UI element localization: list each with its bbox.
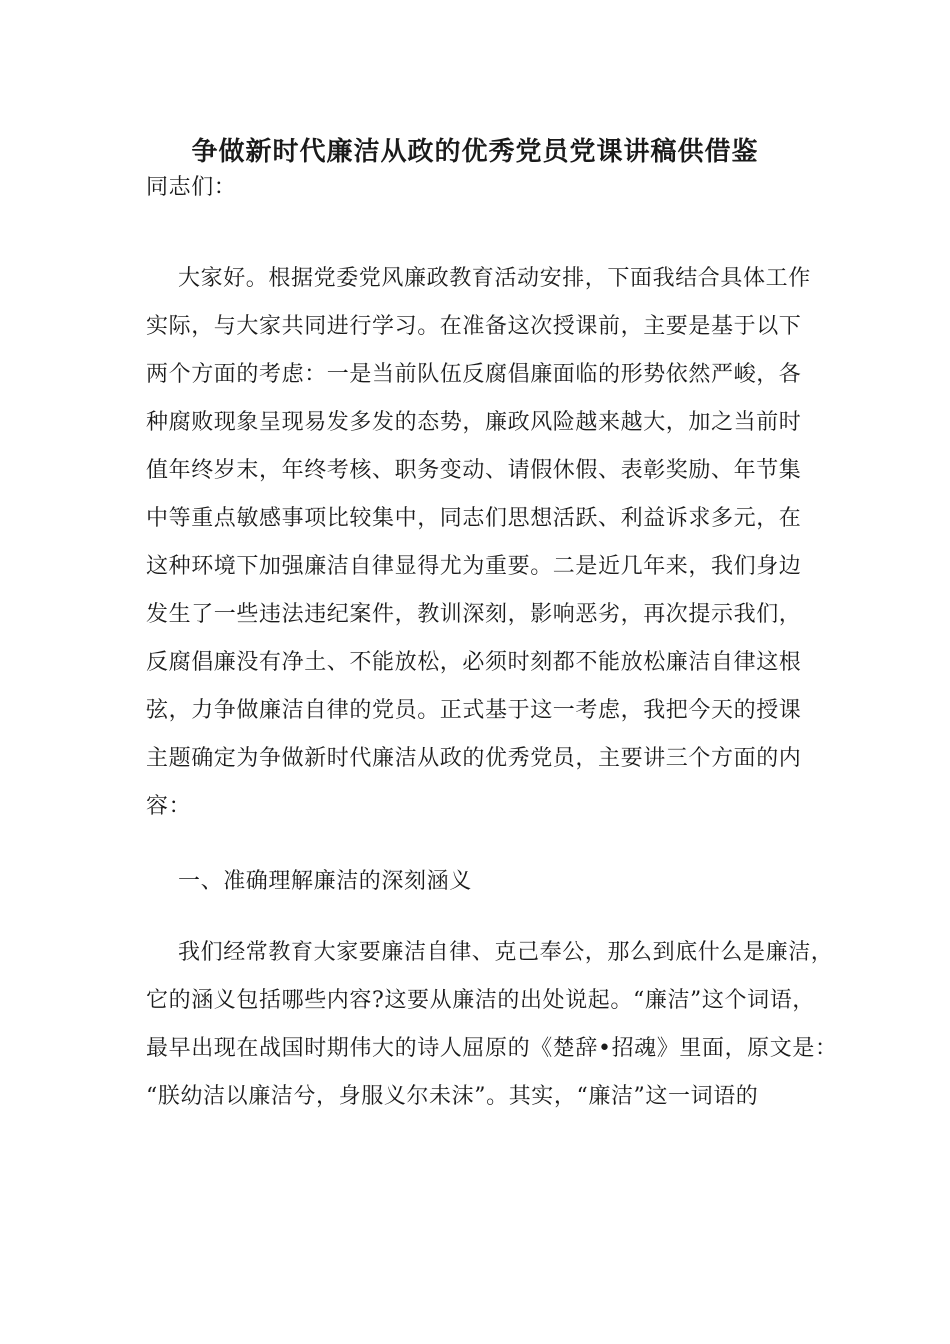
- section-heading-1: 一、准确理解廉洁的深刻涵义: [178, 869, 472, 894]
- paragraph-line: 弦，力争做廉洁自律的党员。正式基于这一考虑，我把今天的授课: [146, 698, 802, 723]
- paragraph-line: 种腐败现象呈现易发多发的态势，廉政风险越来越大，加之当前时: [146, 410, 802, 435]
- paragraph-line: 主题确定为争做新时代廉洁从政的优秀党员，主要讲三个方面的内: [146, 746, 802, 771]
- paragraph-line: 两个方面的考虑：一是当前队伍反腐倡廉面临的形势依然严峻，各: [146, 362, 802, 387]
- salutation: 同志们：: [146, 175, 237, 200]
- paragraph-line: 大家好。根据党委党风廉政教育活动安排，下面我结合具体工作: [178, 266, 811, 291]
- paragraph-line: 它的涵义包括哪些内容?这要从廉洁的出处说起。“廉洁”这个词语，: [146, 988, 815, 1013]
- paragraph-line: 这种环境下加强廉洁自律显得尤为重要。二是近几年来，我们身边: [146, 554, 802, 579]
- paragraph-line: 值年终岁末，年终考核、职务变动、请假休假、表彰奖励、年节集: [146, 458, 802, 483]
- paragraph-line: 发生了一些违法违纪案件，教训深刻，影响恶劣，再次提示我们，: [146, 602, 802, 627]
- paragraph-line: “朕幼洁以廉洁兮，身服义尔未沫”。其实，“廉洁”这一词语的: [146, 1084, 759, 1109]
- paragraph-line: 中等重点敏感事项比较集中，同志们思想活跃、利益诉求多元，在: [146, 506, 802, 531]
- paragraph-line: 我们经常教育大家要廉洁自律、克己奉公，那么到底什么是廉洁，: [178, 940, 834, 965]
- paragraph-line: 实际，与大家共同进行学习。在准备这次授课前，主要是基于以下: [146, 314, 802, 339]
- paragraph-line: 最早出现在战国时期伟大的诗人屈原的《楚辞•招魂》里面，原文是：: [146, 1036, 838, 1061]
- paragraph-line: 反腐倡廉没有净土、不能放松，必须时刻都不能放松廉洁自律这根: [146, 650, 802, 675]
- document-title: 争做新时代廉洁从政的优秀党员党课讲稿供借鉴: [191, 137, 759, 167]
- paragraph-line: 容：: [146, 794, 192, 819]
